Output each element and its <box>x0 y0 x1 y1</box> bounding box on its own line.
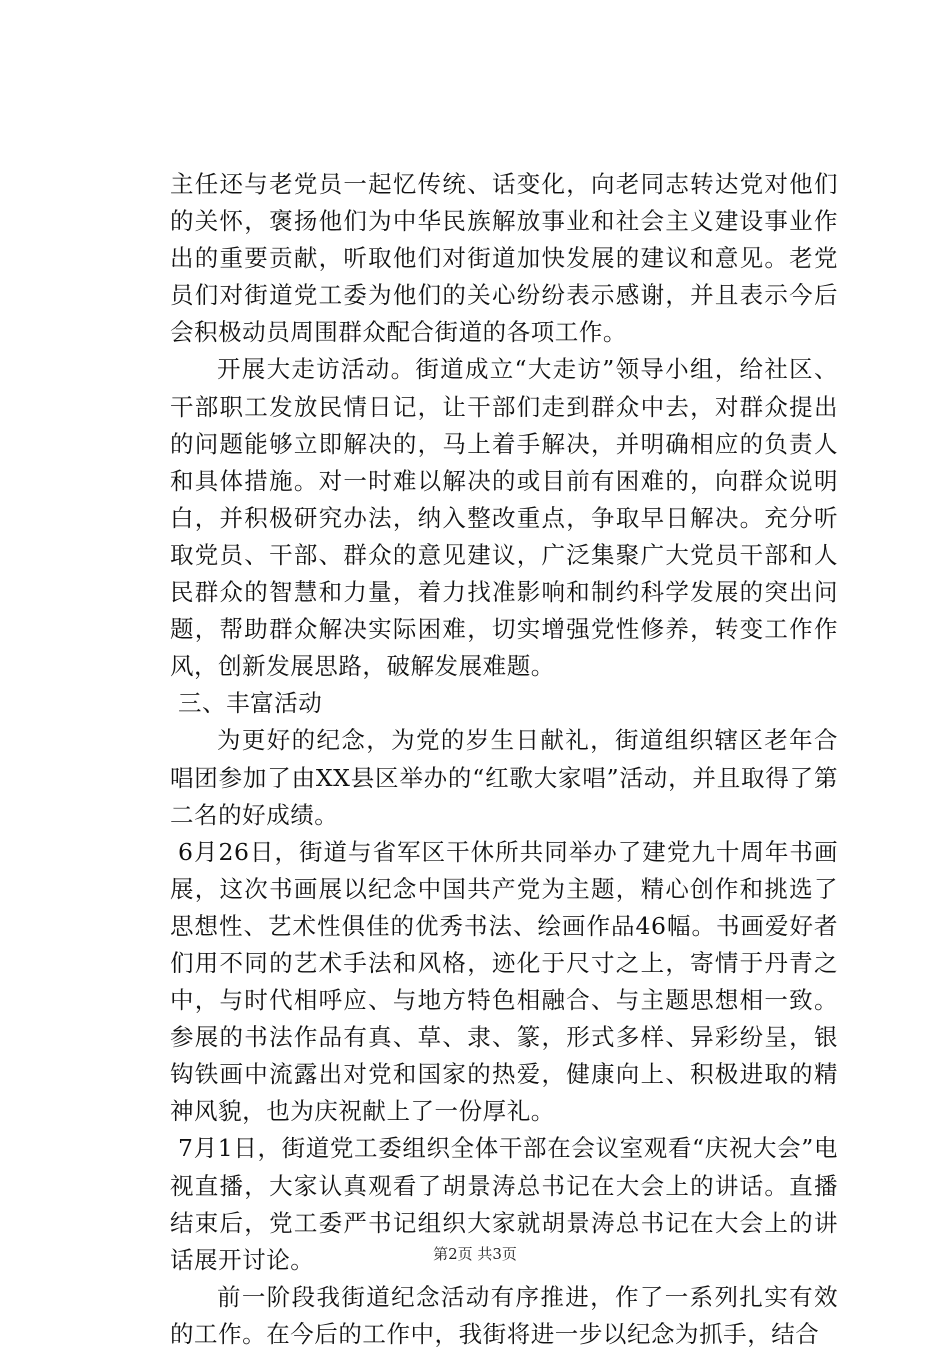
section-heading: 三、丰富活动 <box>178 689 323 718</box>
paragraph-4: 6月26日，街道与省军区干休所共同举办了建党九十周年书画展，这次书画展以纪念中国共产党为主题，精心创作和挑选了思想性、艺术性俱佳的优秀书法、绘画作品46幅。书画爱好者们用不同的艺术手法和风格，迹化于尺寸之上，寄情于丹青之中，与时代相呼应、与地方特色相融合、与主题思想相一致。参展的书法作品有真、草、隶、篆，形式多样、异彩纷呈，银钩铁画中流露出对党和国家的热爱，健康向上、积极进取的精神风貌，也为庆祝献上了一份厚礼。 <box>170 837 838 1126</box>
document-body <box>170 166 838 1353</box>
paragraph-5: 7月1日，街道党工委组织全体干部在会议室观看“庆祝大会”电视直播，大家认真观看了胡景涛总书记在大会上的讲话。直播结束后，党工委严书记组织大家就胡景涛总书记在大会上的讲话展开讨论。 <box>170 1134 838 1274</box>
paragraph-6: 前一阶段我街道纪念活动有序推进，作了一系列扎实有效的工作。在今后的工作中，我街将进一步以纪念为抓手，结合 <box>170 1282 838 1348</box>
paragraph-3: 为更好的纪念，为党的岁生日献礼，街道组织辖区老年合唱团参加了由XX县区举办的“红歌大家唱”活动，并且取得了第二名的好成绩。 <box>170 726 838 829</box>
paragraph-2: 开展大走访活动。街道成立“大走访”领导小组，给社区、干部职工发放民情日记，让干部们走到群众中去，对群众提出的问题能够立即解决的，马上着手解决，并明确相应的负责人和具体措施。对一时难以解决的或目前有困难的，向群众说明白，并积极研究办法，纳入整改重点，争取早日解决。充分听取党员、干部、群众的意见建议，广泛集聚广大党员干部和人民群众的智慧和力量，着力找准影响和制约科学发展的突出问题，帮助群众解决实际困难，切实增强党性修养，转变工作作风，创新发展思路，破解发展难题。 <box>170 355 838 681</box>
paragraph-1: 主任还与老党员一起忆传统、话变化，向老同志转达党对他们的关怀，褒扬他们为中华民族解放事业和社会主义建设事业作出的重要贡献，听取他们对街道加快发展的建议和意见。老党员们对街道党工委为他们的关心纷纷表示感谢，并且表示今后会积极动员周围群众配合街道的各项工作。 <box>170 170 838 347</box>
page-footer: 第2页 共3页 <box>433 1245 517 1263</box>
